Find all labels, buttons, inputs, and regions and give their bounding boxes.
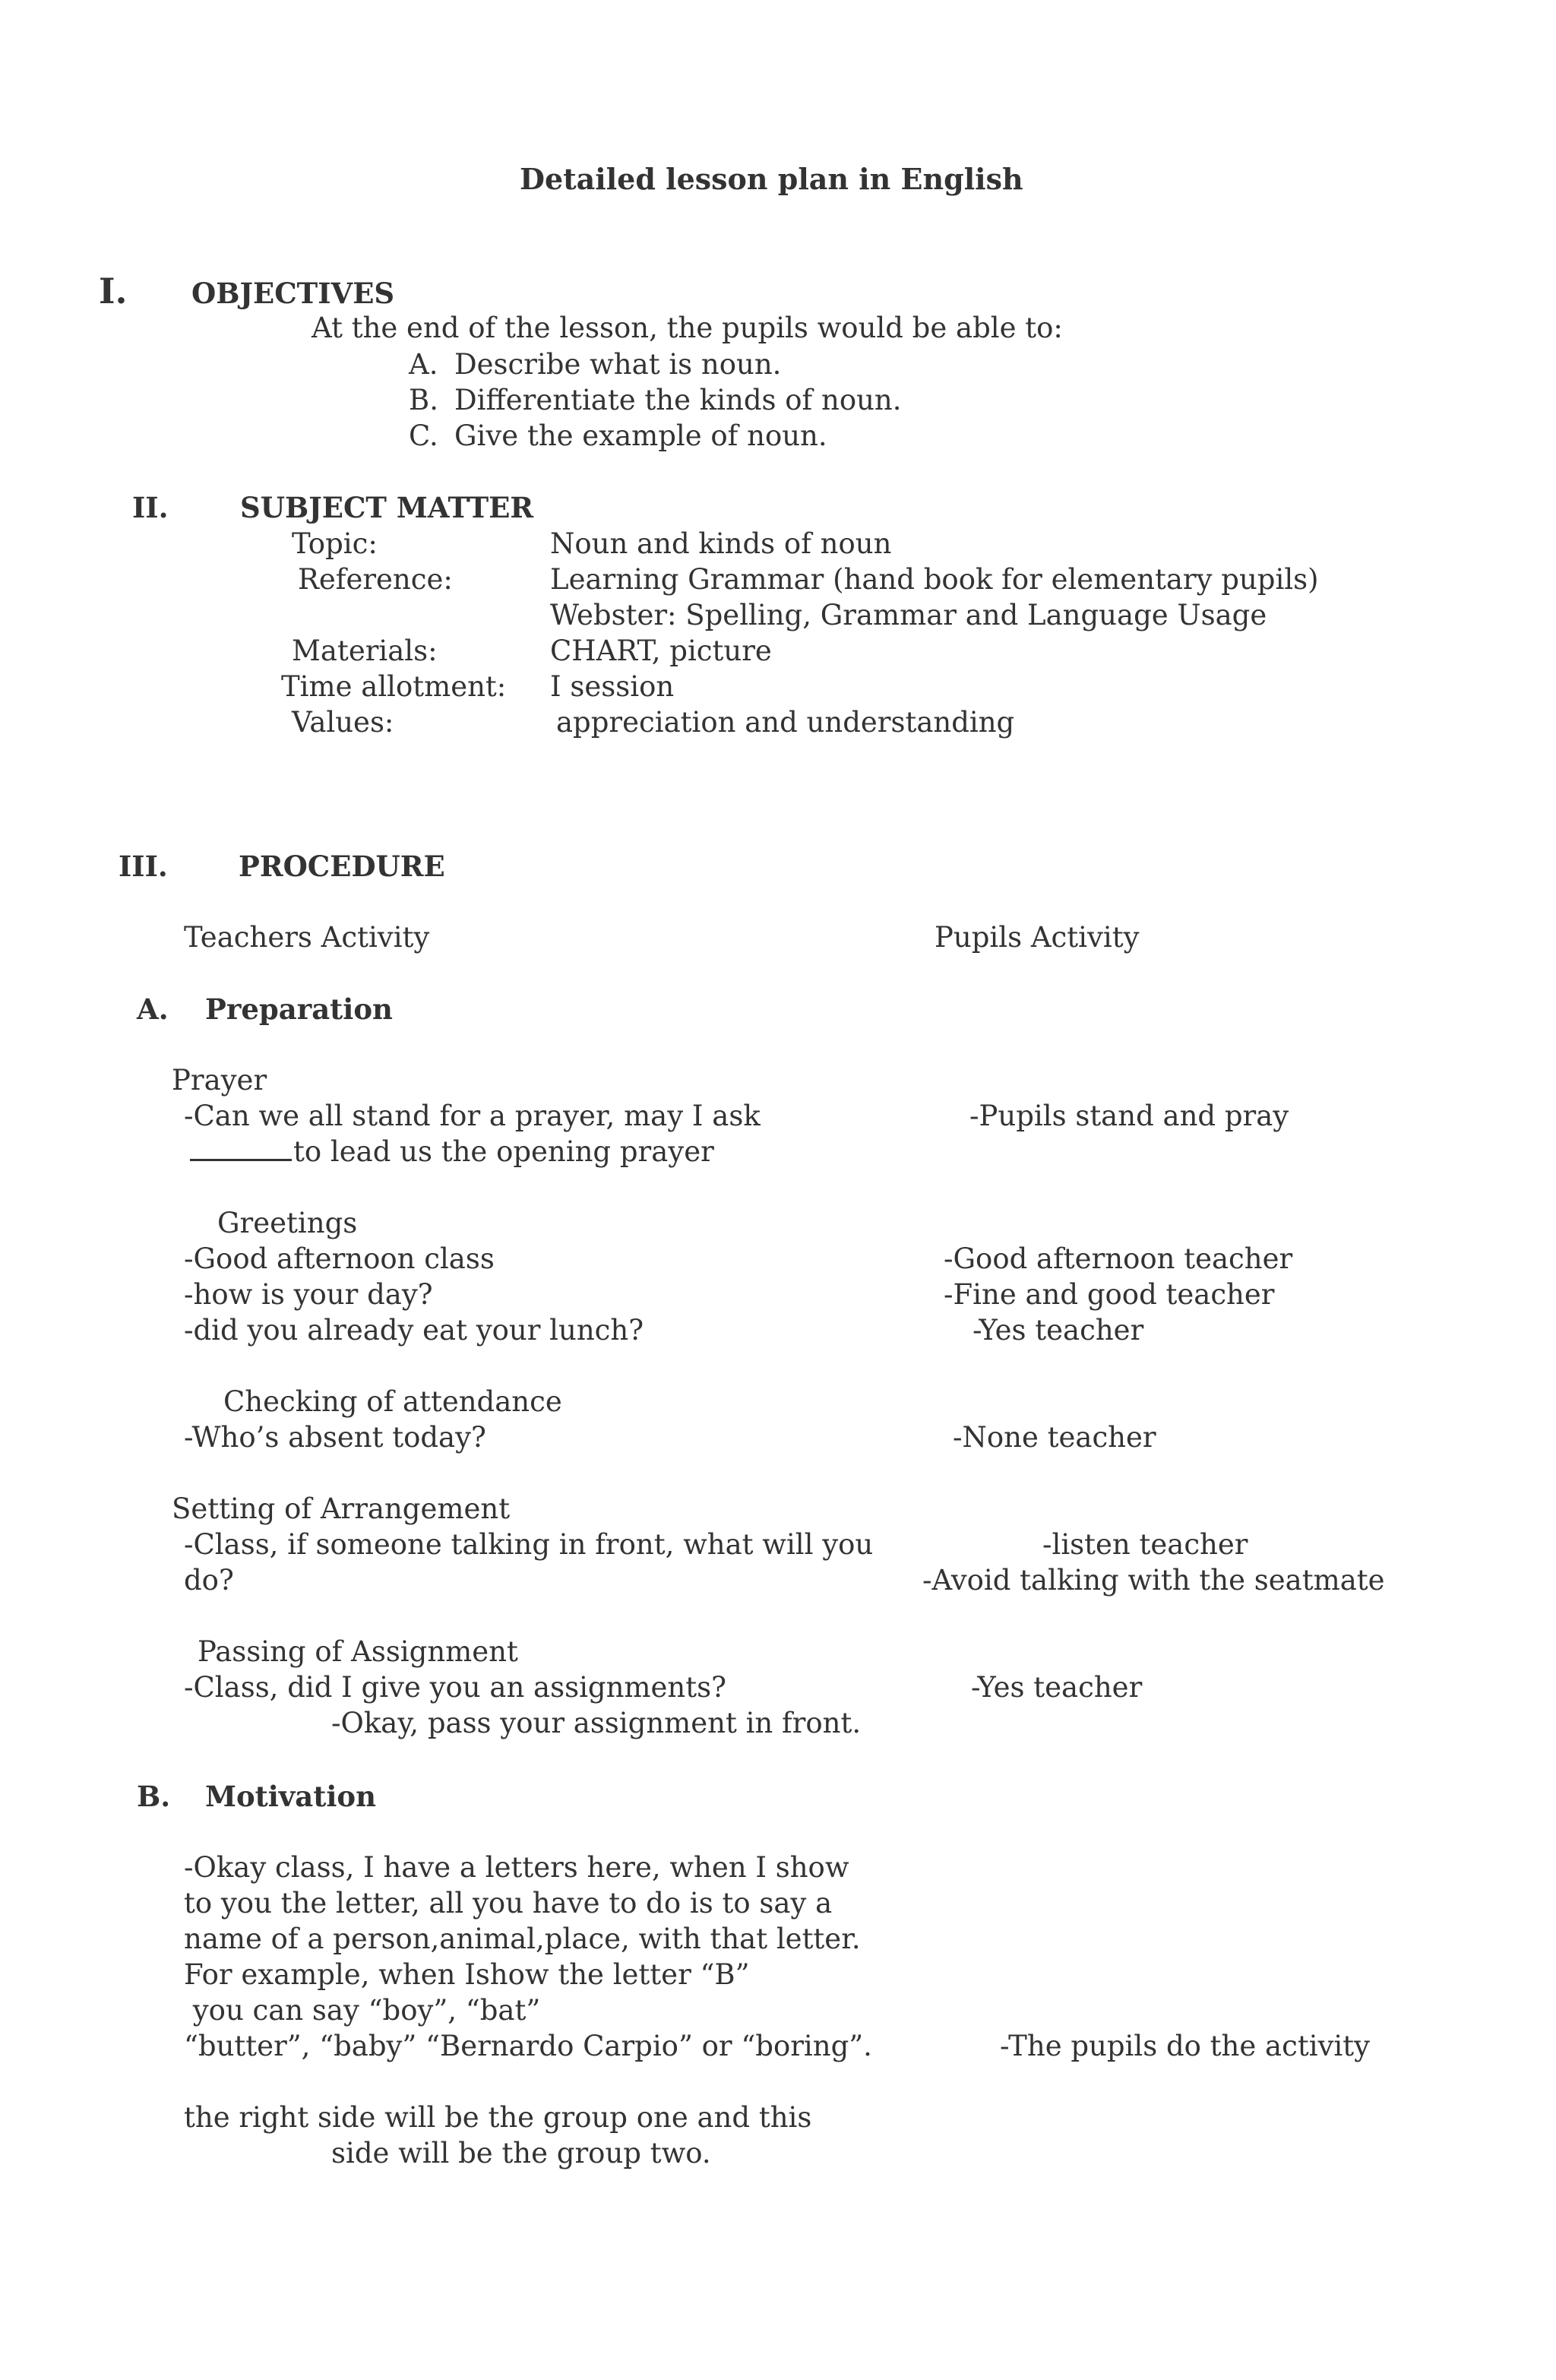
teacher-line: -how is your day? (184, 1278, 433, 1311)
subject-value: Learning Grammar (hand book for elementary pupils) (550, 563, 1319, 596)
pupils-activity-header: Pupils Activity (935, 921, 1140, 954)
teacher-line: -Who’s absent today? (184, 1421, 486, 1454)
teacher-line: “butter”, “baby” “Bernardo Carpio” or “boring”. (184, 2030, 872, 2062)
activity-label-attendance: Checking of attendance (223, 1385, 562, 1418)
teacher-line: -Class, did I give you an assignments? (184, 1671, 726, 1704)
pupil-line: -Avoid talking with the seatmate (922, 1564, 1385, 1597)
subject-label: Materials: (292, 635, 438, 667)
activity-label-prayer: Prayer (172, 1064, 267, 1097)
teacher-line: -Good afternoon class (184, 1242, 495, 1275)
section-numeral-subject-matter: II. (132, 491, 169, 524)
pupil-line: -Good afternoon teacher (944, 1242, 1293, 1275)
subject-value: CHART, picture (550, 635, 772, 667)
subject-value: I session (550, 670, 675, 703)
activity-label-assignment: Passing of Assignment (198, 1635, 518, 1668)
objectives-intro: At the end of the lesson, the pupils would be able to: (312, 312, 1063, 344)
subsection-letter-preparation: A. (137, 992, 169, 1026)
page-title: Detailed lesson plan in English (520, 162, 1023, 196)
teacher-line: -Okay, pass your assignment in front. (331, 1707, 862, 1739)
subject-label: Time allotment: (281, 670, 507, 703)
subject-label: Reference: (298, 563, 453, 596)
teacher-line: you can say “boy”, “bat” (184, 1994, 541, 2027)
pupil-line: -Yes teacher (972, 1314, 1144, 1347)
fill-in-blank (190, 1136, 292, 1161)
teacher-line: -Class, if someone talking in front, what will you (184, 1528, 874, 1561)
pupil-line: -listen teacher (1042, 1528, 1248, 1561)
objective-letter: A. (409, 348, 438, 381)
subject-label: Values: (292, 706, 394, 739)
subject-value: Noun and kinds of noun (550, 527, 892, 560)
teacher-line: to you the letter, all you have to do is to say a (184, 1887, 833, 1920)
teacher-line: -Okay class, I have a letters here, when I show (184, 1851, 849, 1884)
teacher-line (190, 1135, 714, 1169)
activity-label-arrangement: Setting of Arrangement (172, 1492, 511, 1525)
pupil-line: -Yes teacher (971, 1671, 1143, 1704)
objective-text: Give the example of noun. (454, 419, 827, 452)
teacher-line: the right side will be the group one and this (184, 2101, 812, 2134)
section-heading-subject-matter: SUBJECT MATTER (240, 491, 534, 524)
subsection-heading-preparation: Preparation (205, 992, 393, 1026)
section-numeral-procedure: III. (119, 850, 168, 883)
pupil-line: -Fine and good teacher (944, 1278, 1275, 1311)
teacher-line-text: to lead us the opening prayer (293, 1135, 714, 1168)
activity-label-greetings: Greetings (217, 1207, 358, 1239)
subject-value: appreciation and understanding (556, 706, 1015, 739)
subject-label: Topic: (292, 527, 378, 560)
objective-letter: C. (409, 419, 438, 452)
teacher-line: -did you already eat your lunch? (184, 1314, 644, 1347)
pupil-line: -Pupils stand and pray (969, 1100, 1289, 1132)
teacher-line: name of a person,animal,place, with that letter. (184, 1923, 861, 1955)
section-numeral-objectives: I. (99, 271, 128, 312)
objective-text: Describe what is noun. (454, 348, 782, 381)
subsection-letter-motivation: B. (137, 1780, 171, 1813)
teacher-line: For example, when Ishow the letter “B” (184, 1958, 750, 1991)
teacher-line: -Can we all stand for a prayer, may I ask (184, 1100, 761, 1132)
teacher-line: do? (184, 1564, 234, 1597)
pupil-line: -The pupils do the activity (1000, 2030, 1371, 2062)
teachers-activity-header: Teachers Activity (184, 921, 430, 954)
subsection-heading-motivation: Motivation (205, 1780, 376, 1813)
section-heading-procedure: PROCEDURE (239, 850, 445, 883)
objective-text: Differentiate the kinds of noun. (454, 384, 902, 416)
pupil-line: -None teacher (953, 1421, 1156, 1454)
section-heading-objectives: OBJECTIVES (191, 277, 395, 310)
teacher-line: side will be the group two. (331, 2137, 711, 2170)
objective-letter: B. (409, 384, 438, 416)
subject-value: Webster: Spelling, Grammar and Language Usage (550, 599, 1267, 631)
